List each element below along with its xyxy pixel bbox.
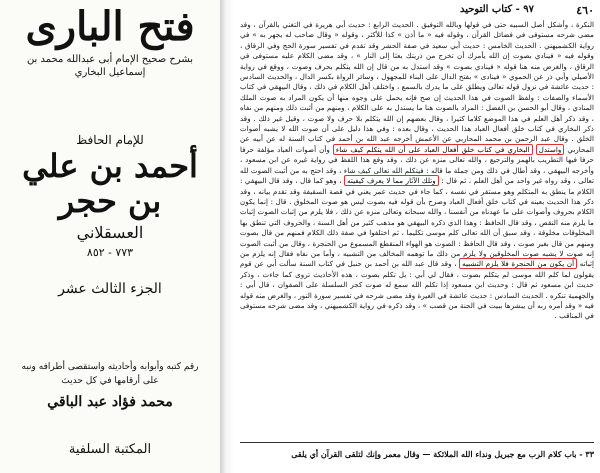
body-paragraph — [240, 20, 594, 322]
book-gutter — [220, 0, 234, 473]
running-head — [240, 4, 594, 18]
editor-name: محمد فؤاد عبد الباقي — [47, 394, 173, 411]
text-run: ، وقد قال عبد الله بن أحمد بن حنبل في كتاب السنة سألت أبي عن قوم يقولون لما كلم الله موسى لم يتكلم بصوت ، فقال لي أبي : بل تكلم بصوت ، هذه الأحاديث تروى كما جاءت ، وذكر حديث ابن مسعود ثم قال : وحديث ابن مسعود إذا تكلم الله سمع له صوت كجر السلسلة على الصفوان ، قال أبي : والجهمية تنكره . الحديث السادس : حديث عائشة في الغيرة وقد مضى شرحه في تفسير سورة النور ، والغرض منه قوله فيه « وقد أمره ربه أن يبشرها ببيت في الجنة من قصب » ، وقد ذكره في رواية الكشميهني ، وقد مضى شرحه مستوفى في المناقب . — [240, 259, 594, 321]
author-nisba: العسقلاني — [76, 223, 144, 243]
title-page — [0, 0, 220, 473]
text-page — [234, 0, 600, 473]
highlighted-passage: وتلك الآثار مما لا يعرف كيفيته — [344, 175, 439, 186]
book-title: فتح البارى — [25, 3, 195, 50]
text-run: وأن أصوات العباد مؤلفة حرفا حرفا فيها التطريب بالهمز والترجيع ، والله تعالى منزه عن ذلك ، وقد وقع هذا اللفظ في رواية غيره عن ابن مسعود ، وأخرجه البيهقي ، وقد أطال في ذلك ومن جملة ما قاله : فيتكلم الله تعالى كيف شاء ، وقد احتج به من أثبت الصوت لله تعالى ، وقد رواه غير واحد من أهل العلم ، ثم قال : — [240, 144, 594, 186]
highlighted-passage: واستدل — [536, 144, 565, 155]
volume-number: الجزء الثالث عشر — [58, 281, 162, 298]
author-dates: ٧٧٣ - ٨٥٢ — [86, 246, 134, 260]
text-run: ، وهو كما قال ، وقد قال البيهقي : الكلام ما ينطق به المتكلم وهو مستقر في نفسه ، كما جاء في حديث عمر يعني في قصة السقيفة وقد تقدم بيانه ، وقد ذكر هذا الحديث بعينه في كتاب خلق أفعال العباد وصرح بأن قوله فيه بصوت ليس هو صوت المخلوق . قال : إنما يكون الكلام بحروف وأصوات على ما عهدناه من أنفسنا ، والله سبحانه وتعالى منزه عن ذلك ، فلا يلزم من إثبات الصوت إثبات ما يلزم منه النقص ، وقد قال الحافظ : وهذا الذي ذكره البيهقي هو مذهب كثير من أهل السنة ، والحروف التي تنطق بها المخلوقات مخلوقة ، وقد سبق أن الله تعالى كلم موسى تكليما ، ثم اختلفوا في صفة ذلك الكلام فمنهم من قال بصوت ومنهم من قال بغير صوت ، وقد قال الحافظ : الصوت هو الهواء المنقطع المسموع من الحنجرة ، وقال من أثبت الصوت إنه صوت لا يشبه صوت المخلوقين ولا يلزم من ذلك ما توهمه المخالف من التشبيه ، وأما من نفاه فقال إنه يلزم من إثباته — [240, 176, 594, 269]
highlighted-passage: البخاري في كتاب خلق أفعال العباد على أن الله يتكلم كيف شاء — [333, 144, 533, 155]
page-number: ٤٦٠ — [576, 4, 594, 17]
author-honorific: للإمام الحافظ — [76, 133, 144, 147]
author-name: أحمد بن علي بن حجر — [22, 147, 198, 221]
body-text — [240, 20, 594, 437]
publisher: المكتبة السلفية — [68, 442, 152, 457]
highlighted-passage: أن يكون من الحنجرة فلا يلزم التشبيه — [459, 258, 577, 269]
text-run: النكرة ، وأشكل أصل السبيه حتى في قولها وبالله التوفيق . الحديث الرابع : حديث أبي هريرة في التغني بالقرآن ، وقد مضى شرحه مستوفى في فضائل القرآن ، وقوله فيه « ما أذن » كذا للأكثر ، وقوله « وقال صاحب له يجهر به » في رواية الكشميهني . الحديث الخامس : حديث أبي سعيد في صفة الحشر وقد تقدم في تفسير سورة الحج وفي الرقاق ، وقوله فيه « فينادي بصوت إن الله يأمرك أن تخرج من ذريتك بعثا إلى النار » ، وقد مضى الكلام عليه مستوفى في الرقاق ، والغرض منه هنا قوله « فينادي بصوت » وقد استدل به من قال إن الله يتكلم بحرف وصوت ، ووقع في رواية الأصيلي وأبي ذر عن الحموي « فينادى » بفتح الدال على البناء للمجهول ، وسائر الرواة بكسر الدال ، والحديث السادس : حديث عائشة في نزول قوله تعالى ويطلق على ما يدرك بالسمع ، واختلف أهل الكلام في ذلك ، وقال البيهقي في كتاب الأسماء والصفات : ولفظ الصوت في هذا الحديث إن صح فإنه يحمل على وجوه منها أن يكون المراد به صوت الملك المنادي ، وقال أبو الحسن بن الفضل : المراد بالصوت هنا ما يستدل به على الكلام ، ومنهم من أثبت ذلك ومنهم من نفاه ، وقد ذكر أهل العلم في هذا الموضع كلاما كثيرا ، وقال بعضهم إن الله يتكلم بلا حرف ولا صوت ، وقيل غير ذلك . وقد ذكر البخاري في كتاب خلق أفعال العباد هذا الحديث ، وقال بعده : وفي هذا دليل على أن صوت الله لا يشبه أصوات الخلق . وقال عبد الرحمن بن محمد المحاربي عن الأعمش أخرجه عبد الله بن أحمد في كتاب السنة له عن أبيه عن المحاربي — [240, 20, 594, 154]
book-subtitle: بشرح صحيح الإمام أبى عبدالله محمد بن إسماعيل البخاري — [26, 54, 194, 78]
edition-note: رقم كتبه وأبوابه وأحاديثه واستقصى أطرافه ونبه على أرقامها في كل حديث — [21, 362, 199, 386]
chapter-divider — [240, 442, 594, 443]
chapter-heading: ٣٣ - باب كلام الرب مع جبريل ونداء الله الملائكة — وقال معمر وإنك لتلقى القرآن أي يلقى — [291, 449, 594, 459]
running-head-title: ٩٧ - كتاب التوحيد — [459, 4, 534, 15]
